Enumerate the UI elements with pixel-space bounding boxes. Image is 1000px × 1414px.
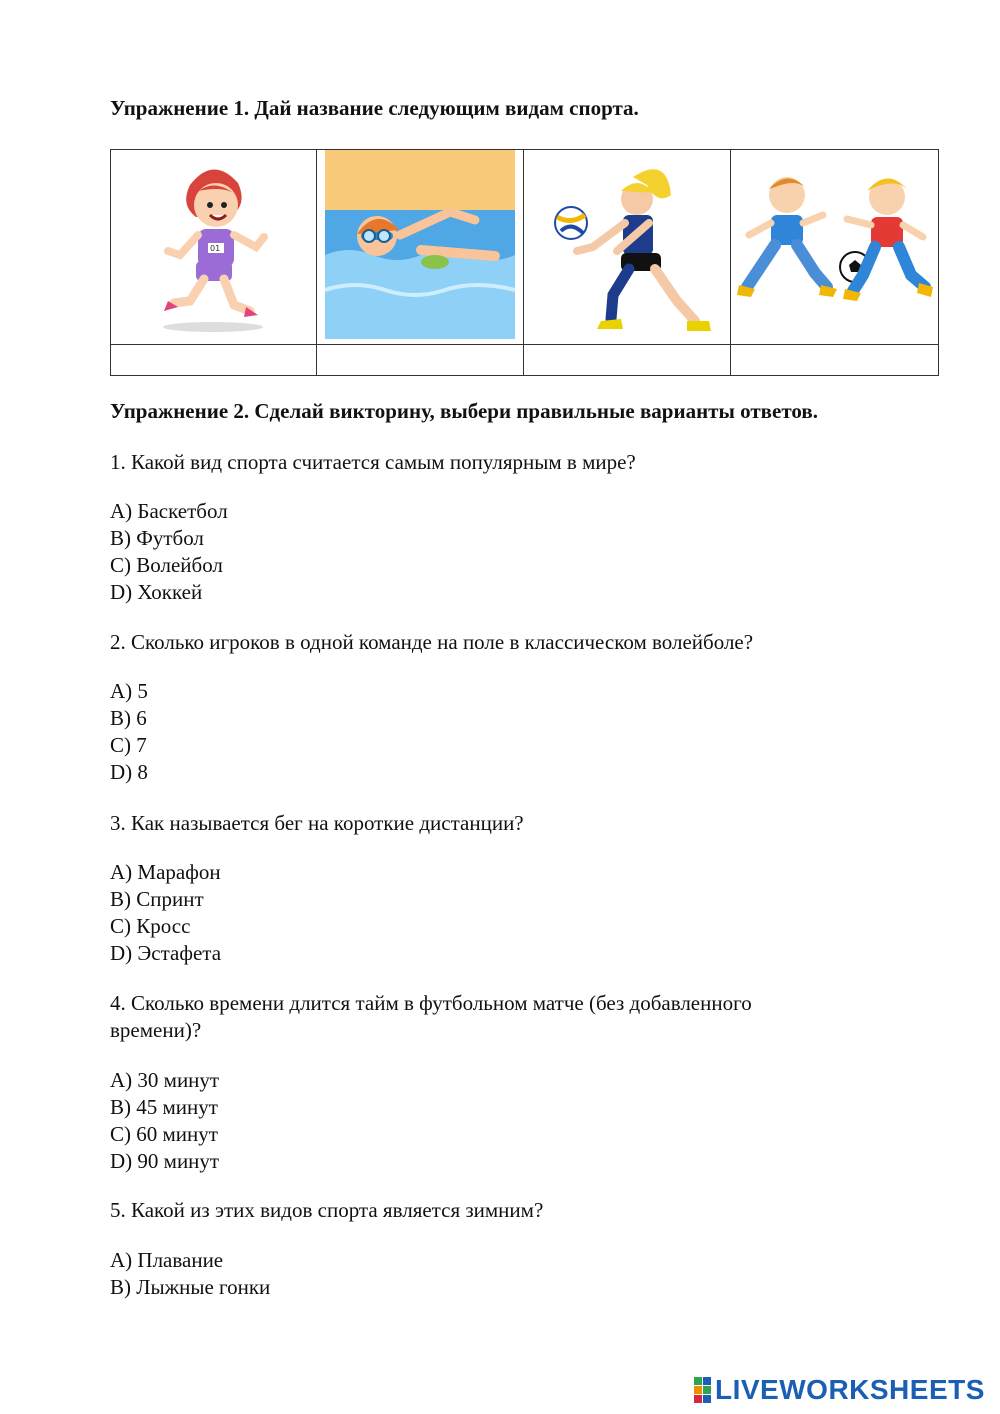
exercise1-title: Упражнение 1. Дай название следующим видам спорта. <box>110 96 639 120</box>
q4-option-b[interactable]: B) 45 минут <box>110 1095 218 1119</box>
logo-block <box>694 1386 702 1394</box>
answer-cell-2[interactable] <box>316 345 523 376</box>
logo-block <box>703 1386 711 1394</box>
q5-option-a[interactable]: A) Плавание <box>110 1248 224 1272</box>
running-girl-image <box>138 155 288 335</box>
logo-block <box>694 1377 702 1385</box>
football-boys-image <box>735 175 935 315</box>
image-cell <box>524 150 731 345</box>
logo-text: LIVEWORKSHEETS <box>715 1374 985 1405</box>
question-2: 2. Сколько игроков в одной команде на поле в классическом волейболе? <box>110 630 754 654</box>
svg-text:01: 01 <box>210 243 221 253</box>
q5-option-b[interactable]: B) Лыжные гонки <box>110 1275 271 1299</box>
q2-option-c[interactable]: C) 7 <box>110 733 147 757</box>
sports-table <box>110 149 939 376</box>
image-cell <box>316 150 523 345</box>
question-4-line2: времени)? <box>110 1018 202 1042</box>
question-3: 3. Как называется бег на короткие дистанции? <box>110 811 524 835</box>
q4-option-c[interactable]: C) 60 минут <box>110 1122 218 1146</box>
logo-block <box>703 1395 711 1403</box>
answer-cell-3[interactable] <box>524 345 731 376</box>
q1-option-c[interactable]: C) Волейбол <box>110 553 223 577</box>
q4-option-d[interactable]: D) 90 минут <box>110 1149 220 1173</box>
swimming-boy-image <box>325 150 515 339</box>
answer-cell-1[interactable] <box>111 345 317 376</box>
q1-option-d[interactable]: D) Хоккей <box>110 580 203 604</box>
q3-option-b[interactable]: B) Спринт <box>110 887 204 911</box>
volleyball-player-image <box>537 155 717 335</box>
q3-option-d[interactable]: D) Эстафета <box>110 941 222 965</box>
question-5: 5. Какой из этих видов спорта является зимним? <box>110 1198 544 1222</box>
liveworksheets-logo[interactable] <box>694 1375 985 1405</box>
q3-option-c[interactable]: C) Кросс <box>110 914 191 938</box>
q2-option-d[interactable]: D) 8 <box>110 760 148 784</box>
logo-block <box>694 1395 702 1403</box>
q1-option-a[interactable]: A) Баскетбол <box>110 499 228 523</box>
question-4-line1: 4. Сколько времени длится тайм в футбольном матче (без добавленного <box>110 991 752 1015</box>
q2-option-b[interactable]: B) 6 <box>110 706 147 730</box>
answer-cell-4[interactable] <box>731 345 939 376</box>
image-cell <box>111 150 317 345</box>
q3-option-a[interactable]: A) Марафон <box>110 860 221 884</box>
question-1: 1. Какой вид спорта считается самым популярным в мире? <box>110 450 636 474</box>
q4-option-a[interactable]: A) 30 минут <box>110 1068 220 1092</box>
q2-option-a[interactable]: A) 5 <box>110 679 148 703</box>
logo-block <box>703 1377 711 1385</box>
image-cell <box>731 150 939 345</box>
logo-blocks-icon <box>694 1377 711 1403</box>
q1-option-b[interactable]: B) Футбол <box>110 526 204 550</box>
exercise2-title: Упражнение 2. Сделай викторину, выбери правильные варианты ответов. <box>110 399 818 423</box>
